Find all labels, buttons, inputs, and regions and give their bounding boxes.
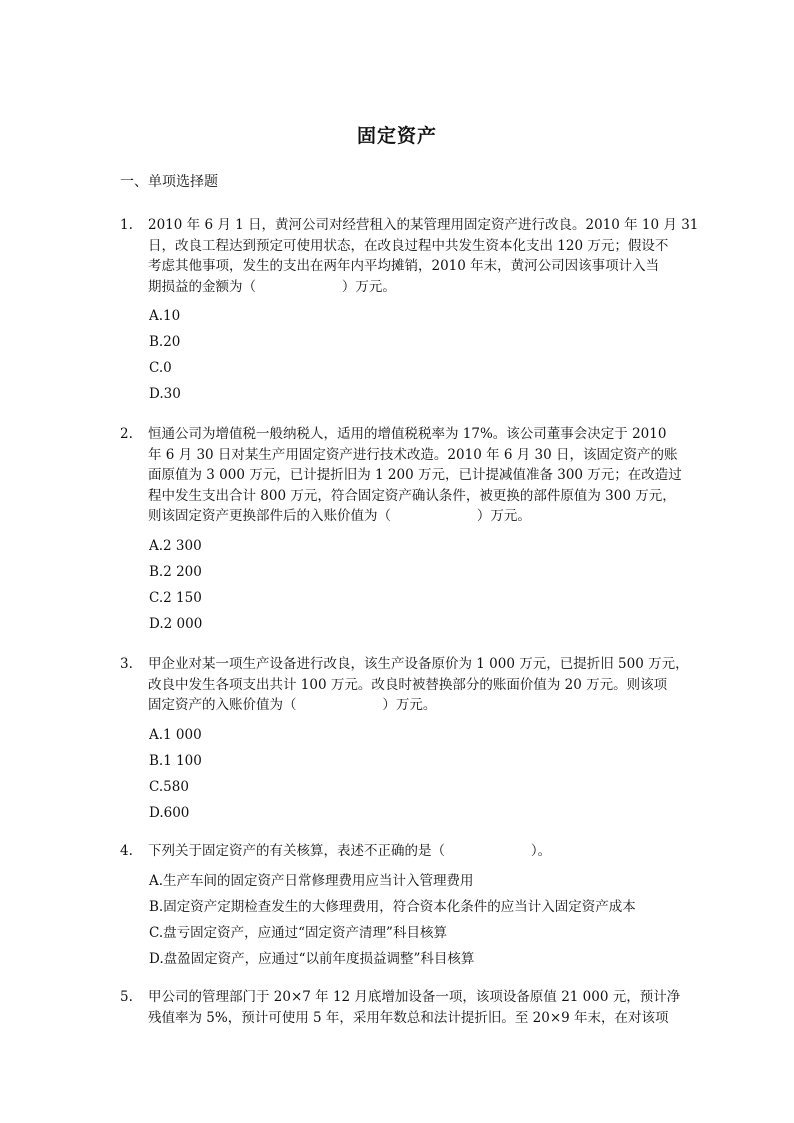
option-d: D.600 [149,804,190,821]
question-stem [148,654,689,716]
stem-line: 恒通公司为增值税一般纳税人，适用的增值税税率为 17%。该公司董事会决定于 2010 [148,426,667,442]
option-a: A.10 [149,308,181,324]
question-stem [148,987,680,1028]
option-a: A.1 000 [149,726,202,743]
question-1 [120,215,699,407]
option-d: D.2 000 [149,615,203,632]
stem-line: 改良中发生各项支出共计 100 万元。改良时被替换部分的账面价值为 20 万元。则该项 [148,676,668,693]
question-number: 5. [120,989,133,1005]
question-number: 2. [120,426,133,442]
option-b: B.固定资产定期检查发生的大修理费用，符合资本化条件的应当计入固定资产成本 [149,898,636,915]
stem-line: 程中发生支出合计 800 万元，符合固定资产确认条件，被更换的部件原值为 300 万元， [148,487,676,504]
section-heading: 一、单项选择题 [120,174,218,190]
stem-line: 期损益的金额为（ ）万元。 [148,278,396,295]
question-number: 3. [120,656,133,672]
stem-line: 甲公司的管理部门于 20×7 年 12 月底增加设备一项，该项设备原值 21 000 元，预计净 [148,989,681,1005]
stem-line: 2010 年 6 月 1 日，黄河公司对经营租入的某管理用固定资产进行改良。2010 年 10 月 31 [148,217,699,233]
option-c: C.580 [149,778,189,795]
option-c: C.0 [149,360,172,376]
option-b: B.2 200 [149,563,202,580]
question-4 [120,841,680,972]
option-b: B.20 [149,334,181,350]
stem-line: 面原值为 3 000 万元，已计提折旧为 1 200 万元，已计提减值准备 300 万元；在改造过 [148,467,682,483]
question-stem [148,424,680,527]
question-3 [120,654,689,826]
options-list [149,722,680,826]
page-title: 固定资产 [356,125,437,147]
option-a: A.生产车间的固定资产日常修理费用应当计入管理费用 [149,872,474,889]
options-list [149,303,680,407]
question-2 [120,424,680,637]
option-d: D.盘盈固定资产，应通过“以前年度损益调整”科目核算 [149,950,475,967]
option-b: B.1 100 [149,752,202,769]
stem-line: 固定资产的入账价值为（ ）万元。 [148,697,437,713]
stem-line: 残值率为 5%，预计可使用 5 年，采用年数总和法计提折旧。至 20×9 年末，在对该项 [148,1009,669,1026]
stem-line: 考虑其他事项，发生的支出在两年内平均摊销，2010 年末，黄河公司因该事项计入当 [148,258,660,274]
option-c: C.盘亏固定资产，应通过“固定资产清理”科目核算 [149,924,447,941]
stem-line: 则该固定资产更换部件后的入账价值为（ ）万元。 [148,508,531,524]
question-5 [120,987,680,1028]
question-stem [148,215,699,297]
question-stem [148,841,680,862]
stem-line: 下列关于固定资产的有关核算，表述不正确的是（ ）。 [148,843,552,859]
stem-line: 日，改良工程达到预定可使用状态，在改良过程中共发生资本化支出 120 万元；假设不 [148,237,669,254]
option-c: C.2 150 [149,589,202,606]
options-list [149,868,680,972]
option-a: A.2 300 [149,537,202,554]
stem-line: 甲企业对某一项生产设备进行改良，该生产设备原价为 1 000 万元，已提折旧 500 万元， [148,656,689,672]
stem-line: 年 6 月 30 日对某生产用固定资产进行技术改造。2010 年 6 月 30 日，该固定资产的账 [148,446,678,463]
question-number: 4. [120,843,133,859]
option-d: D.30 [149,386,181,402]
question-number: 1. [120,217,133,233]
options-list [149,533,680,637]
